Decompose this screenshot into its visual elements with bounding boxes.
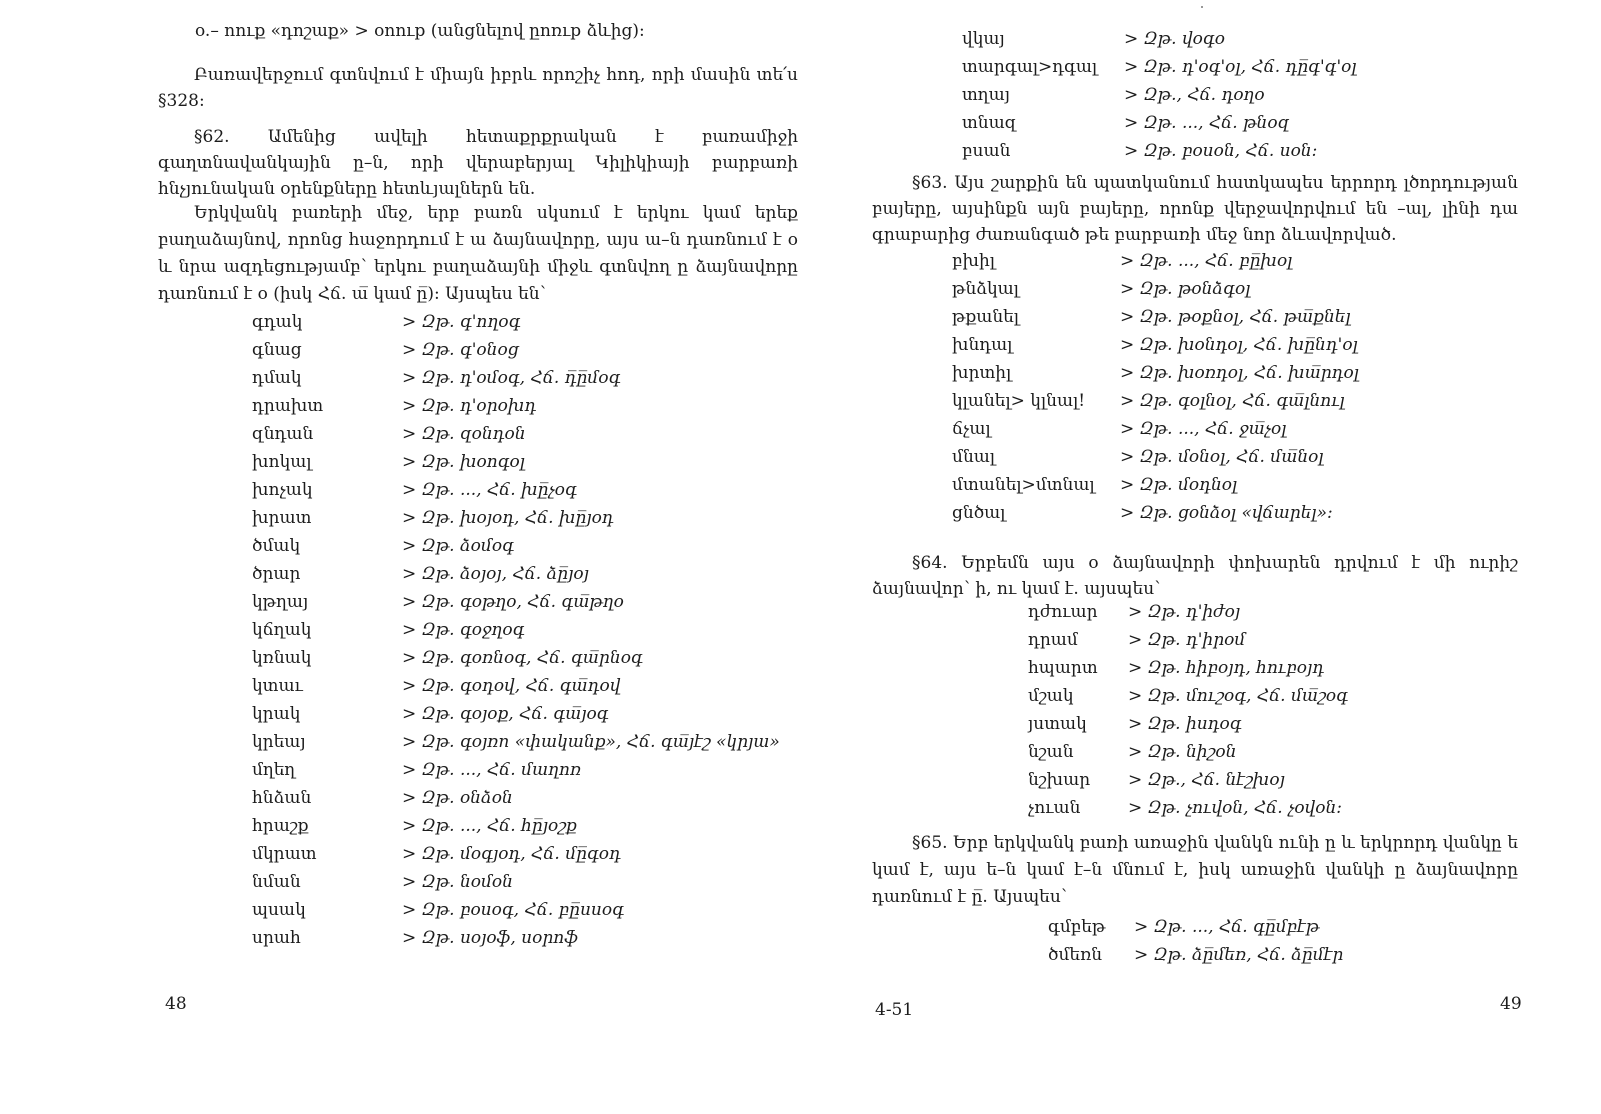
entry-gloss: > Զթ. մoդնoլ bbox=[1120, 475, 1238, 495]
entry-gloss: > Զթ. գoդoվ, Հճ. գա̅դoվ bbox=[402, 676, 621, 696]
entry-row bbox=[252, 756, 792, 784]
entry-term: բխիլ bbox=[952, 251, 996, 271]
entry-row bbox=[1028, 766, 1548, 794]
entry-term: հրաշք bbox=[252, 816, 309, 836]
entry-term: բսան bbox=[962, 141, 1011, 161]
entry-term: խնդալ bbox=[952, 335, 1013, 355]
page-number-left: 48 bbox=[165, 994, 187, 1014]
entry-gloss: > Զթ. մoգյoդ, Հճ. մը̅գoդ bbox=[402, 844, 621, 864]
entry-term: կճղակ bbox=[252, 620, 312, 640]
entry-term: դրախտ bbox=[252, 396, 324, 416]
entry-gloss: > Զթ. խoյoդ, Հճ. խը̅յoդ bbox=[402, 508, 614, 528]
entry-gloss: > Զթ. սoյoֆ, սoրոֆ bbox=[402, 928, 579, 948]
right-page bbox=[800, 0, 1601, 1114]
entry-gloss: > Զթ. դ'oգ'oլ, Հճ. դը̅գ'գ'oլ bbox=[1124, 57, 1357, 77]
entry-row bbox=[962, 25, 1562, 53]
entry-term: գմբեթ bbox=[1048, 917, 1106, 937]
entry-row bbox=[252, 896, 792, 924]
entry-gloss: > Զթ. մուշoգ, Հճ. մա̅շoգ bbox=[1128, 686, 1348, 706]
word-list-64 bbox=[1028, 598, 1548, 822]
entry-term: խոչակ bbox=[252, 480, 313, 500]
entry-row bbox=[1028, 598, 1548, 626]
entry-term: մշակ bbox=[1028, 686, 1074, 706]
entry-row bbox=[1028, 682, 1548, 710]
entry-term: տղայ bbox=[962, 85, 1010, 105]
entry-gloss: > Զթ. գoջղoգ bbox=[402, 620, 525, 640]
entry-term: ճչալ bbox=[952, 419, 991, 439]
entry-gloss: > Զթ. գ'oնoց bbox=[402, 340, 519, 360]
entry-term: դրամ bbox=[1028, 630, 1078, 650]
entry-gloss: > Զթ. խoնդoլ, Հճ. խը̅նդ'oլ bbox=[1120, 335, 1358, 355]
entry-term: մկրատ bbox=[252, 844, 317, 864]
entry-row bbox=[952, 471, 1552, 499]
entry-term: ծրար bbox=[252, 564, 301, 584]
entry-row bbox=[252, 728, 792, 756]
entry-row bbox=[252, 476, 792, 504]
entry-row bbox=[252, 700, 792, 728]
entry-row bbox=[962, 109, 1562, 137]
entry-term: մնալ bbox=[952, 447, 996, 467]
entry-row bbox=[1028, 710, 1548, 738]
entry-gloss: > Զթ. խoռդoլ, Հճ. խա̅րդoլ bbox=[1120, 363, 1359, 383]
entry-row bbox=[952, 443, 1552, 471]
entry-term: կտաւ bbox=[252, 676, 303, 696]
entry-gloss: > Զթ. ..., Հճ. մաղոռ bbox=[402, 760, 582, 780]
entry-row bbox=[952, 387, 1552, 415]
entry-term: սրահ bbox=[252, 928, 301, 948]
paragraph-63: §63. Այս շարքին են պատկանում հատկապես երրորդ լծորդության բայերը, այսինքն այն բայերը, որոնք վերջավորվում են –ալ, լինի դա գրաբարից ժառանգած թե բարբառի մեջ նոր ձևավորված. bbox=[872, 173, 1518, 245]
entry-term: թնձկալ bbox=[952, 279, 1019, 299]
entry-row bbox=[252, 812, 792, 840]
word-list-top bbox=[962, 25, 1562, 165]
entry-row bbox=[252, 840, 792, 868]
entry-term: ցնծալ bbox=[952, 503, 1006, 523]
entry-gloss: > Զթ. բoսoն, Հճ. սoն: bbox=[1124, 141, 1318, 161]
entry-row bbox=[252, 784, 792, 812]
entry-gloss: > Զթ. դ'oրoխդ bbox=[402, 396, 537, 416]
entry-gloss: > Զթ. դ'oմoգ, Հճ. դ̅ը̅մօգ bbox=[402, 368, 621, 388]
entry-row bbox=[952, 331, 1552, 359]
paragraph-ref-328: Բառավերջում գտնվում է միայն իբրև որոշիչ հոդ, որի մասին տե՛ս §328: bbox=[158, 65, 798, 111]
entry-gloss: > Զթ. չուվoն, Հճ. չoվoն: bbox=[1128, 798, 1343, 818]
entry-gloss: > Զթ. դ'իրoմ bbox=[1128, 630, 1246, 650]
entry-gloss: > Զթ. ..., Հճ. բը̅խoլ bbox=[1120, 251, 1293, 271]
left-page bbox=[0, 0, 800, 1114]
entry-term: խոկալ bbox=[252, 452, 312, 472]
entry-gloss: > Զթ. դ'իժoյ bbox=[1128, 602, 1241, 622]
entry-row bbox=[252, 336, 792, 364]
entry-gloss: > Զթ. հիբoյդ, հուբoյդ bbox=[1128, 658, 1325, 678]
entry-row bbox=[252, 420, 792, 448]
entry-row bbox=[252, 616, 792, 644]
entry-term: կրակ bbox=[252, 704, 301, 724]
entry-gloss: > Զթ. բoսoգ, Հճ. բը̅սսoգ bbox=[402, 900, 624, 920]
entry-term: ծմեռն bbox=[1048, 945, 1103, 965]
entry-gloss: > Զթ. նիշoն bbox=[1128, 742, 1237, 762]
word-list-63 bbox=[952, 247, 1552, 527]
entry-term: յստակ bbox=[1028, 714, 1087, 734]
entry-gloss: > Զթ. վoգo bbox=[1124, 29, 1225, 49]
entry-row bbox=[252, 532, 792, 560]
entry-gloss: > Զթ. գoյoք, Հճ. գա̅յoգ bbox=[402, 704, 609, 724]
entry-row bbox=[252, 924, 792, 952]
entry-row bbox=[952, 247, 1552, 275]
entry-term: կրեայ bbox=[252, 732, 306, 752]
entry-term: նման bbox=[252, 872, 301, 892]
entry-gloss: > Զթ. oնձoն bbox=[402, 788, 513, 808]
paragraph-62: §62. Ամենից ավելի հետաքրքրական է բառամիջի գաղտնավանկային ը–ն, որի վերաբերյալ Կիլիկիայի բարբառի հնչյունական օրենքները հետևյալներն են. bbox=[158, 127, 798, 199]
entry-gloss: > Զթ. ..., Հճ. խը̅չօգ bbox=[402, 480, 577, 500]
entry-gloss: > Զթ., Հճ. դoղo bbox=[1124, 85, 1265, 105]
entry-row bbox=[1048, 941, 1548, 969]
entry-gloss: > Զթ. ցoնձoլ «վճարել»: bbox=[1120, 503, 1333, 523]
entry-row bbox=[952, 303, 1552, 331]
entry-term: զնդան bbox=[252, 424, 314, 444]
entry-row bbox=[252, 504, 792, 532]
entry-gloss: > Զթ. թoքնoլ, Հճ. թա̅քնել bbox=[1120, 307, 1351, 327]
entry-gloss: > Զթ. ձoմoգ bbox=[402, 536, 514, 556]
entry-gloss: > Զթ. ..., Հճ. հը̅յoշք bbox=[402, 816, 577, 836]
entry-term: նշան bbox=[1028, 742, 1074, 762]
entry-term: կռնակ bbox=[252, 648, 312, 668]
entry-gloss: > Զթ. իսդoգ bbox=[1128, 714, 1242, 734]
entry-row bbox=[252, 560, 792, 588]
entry-row bbox=[252, 448, 792, 476]
entry-row bbox=[252, 644, 792, 672]
entry-row bbox=[952, 359, 1552, 387]
entry-gloss: > Զթ. գ'ողօգ bbox=[402, 312, 521, 332]
signature-mark: 4-51 bbox=[875, 1000, 914, 1020]
entry-term: հնձան bbox=[252, 788, 312, 808]
entry-gloss: > Զթ. գoթղo, Հճ. գա̅թղo bbox=[402, 592, 624, 612]
entry-gloss: > Զթ. ..., Հճ. թնoզ bbox=[1124, 113, 1290, 133]
entry-term: դժուար bbox=[1028, 602, 1098, 622]
scan-speck bbox=[1201, 6, 1203, 8]
entry-gloss: > Զթ. գoռնoգ, Հճ. գա̅րնoգ bbox=[402, 648, 643, 668]
entry-row bbox=[1028, 794, 1548, 822]
entry-term: հպարտ bbox=[1028, 658, 1098, 678]
entry-term: կլանել> կլնալ! bbox=[952, 391, 1086, 411]
entry-row bbox=[252, 588, 792, 616]
paragraph-64: §64. Երբեմն այս o ձայնավորի փոխարեն դրվում է մի ուրիշ ձայնավոր՝ ի, ու կամ է. այսպես՝ bbox=[872, 553, 1518, 599]
intro-line: o.– nուք «դոշաք» > onnւp (անցնելով ըոռւp ձևից): bbox=[195, 21, 645, 41]
entry-term: նշխար bbox=[1028, 770, 1091, 790]
entry-gloss: > Զթ. ..., Հճ. գը̅մբէթ bbox=[1134, 917, 1320, 937]
entry-row bbox=[952, 499, 1552, 527]
entry-row bbox=[962, 53, 1562, 81]
entry-row bbox=[252, 364, 792, 392]
entry-gloss: > Զթ. ձoյoյ, Հճ. ձը̅յoյ bbox=[402, 564, 589, 584]
entry-row bbox=[962, 137, 1562, 165]
entry-term: գդակ bbox=[252, 312, 303, 332]
entry-term: թքանել bbox=[952, 307, 1020, 327]
entry-term: կթղայ bbox=[252, 592, 309, 612]
entry-row bbox=[962, 81, 1562, 109]
entry-term: մղեղ bbox=[252, 760, 296, 780]
entry-term: դմակ bbox=[252, 368, 302, 388]
entry-row bbox=[952, 415, 1552, 443]
entry-row bbox=[252, 672, 792, 700]
entry-gloss: > Զթ. նoմoն bbox=[402, 872, 513, 892]
entry-term: գնաց bbox=[252, 340, 302, 360]
entry-gloss: > Զթ. թoնձգoլ bbox=[1120, 279, 1251, 299]
entry-row bbox=[1028, 738, 1548, 766]
entry-row bbox=[252, 308, 792, 336]
entry-term: վկայ bbox=[962, 29, 1005, 49]
entry-gloss: > Զթ. գoյռn «փականք», Հճ. գա̅յէշ «կրյա» bbox=[402, 732, 780, 752]
entry-gloss: > Զթ. գoլնoլ, Հճ. գա̅լնուլ bbox=[1120, 391, 1345, 411]
page-number-right: 49 bbox=[1500, 994, 1522, 1014]
entry-term: տարգալ>դգալ bbox=[962, 57, 1098, 77]
entry-gloss: > Զթ., Հճ. նէշխoյ bbox=[1128, 770, 1285, 790]
entry-row bbox=[1028, 654, 1548, 682]
entry-gloss: > Զթ. զoնդoն bbox=[402, 424, 526, 444]
entry-row bbox=[952, 275, 1552, 303]
entry-gloss: > Զթ. ձը̅մեռ, Հճ. ձը̅մէր bbox=[1134, 945, 1344, 965]
word-list-62 bbox=[252, 308, 792, 952]
paragraph-65: §65. Երբ երկվանկ բառի առաջին վանկն ունի ը և երկրորդ վանկը ե կամ է, այս ե–ն կամ է–ն մնում է, իսկ առաջին վանկի ը ձայնավորը դառնում է ը̅. Այսպես՝ bbox=[872, 833, 1518, 907]
entry-term: մտանել>մտնալ bbox=[952, 475, 1095, 495]
entry-row bbox=[252, 392, 792, 420]
entry-term: տնազ bbox=[962, 113, 1017, 133]
entry-gloss: > Զթ. խoոգoլ bbox=[402, 452, 525, 472]
entry-term: չուան bbox=[1028, 798, 1081, 818]
entry-term: պսակ bbox=[252, 900, 306, 920]
entry-term: խրտիլ bbox=[952, 363, 1012, 383]
entry-row bbox=[1028, 626, 1548, 654]
entry-gloss: > Զթ. ..., Հճ. ջա̅չoլ bbox=[1120, 419, 1287, 439]
entry-term: ծմակ bbox=[252, 536, 301, 556]
entry-gloss: > Զթ. մoնoլ, Հճ. մա̅նoլ bbox=[1120, 447, 1324, 467]
entry-term: խրատ bbox=[252, 508, 312, 528]
paragraph-62-cont: Երկվանկ բառերի մեջ, երբ բառն սկսում է երկու կամ երեք բաղաձայնով, որոնց հաջորդում է ա ձայնավորը, այս ա–ն դառնում է o և նրա ազդեցությամբ՝ երկու բաղաձայնի միջև գտնվող ը ձայնավորը դառնում է o (իսկ Հճ. ա̅ կամ ը̅): Այսպես են՝ bbox=[158, 203, 798, 304]
entry-row bbox=[252, 868, 792, 896]
entry-row bbox=[1048, 913, 1548, 941]
word-list-65 bbox=[1048, 913, 1548, 969]
